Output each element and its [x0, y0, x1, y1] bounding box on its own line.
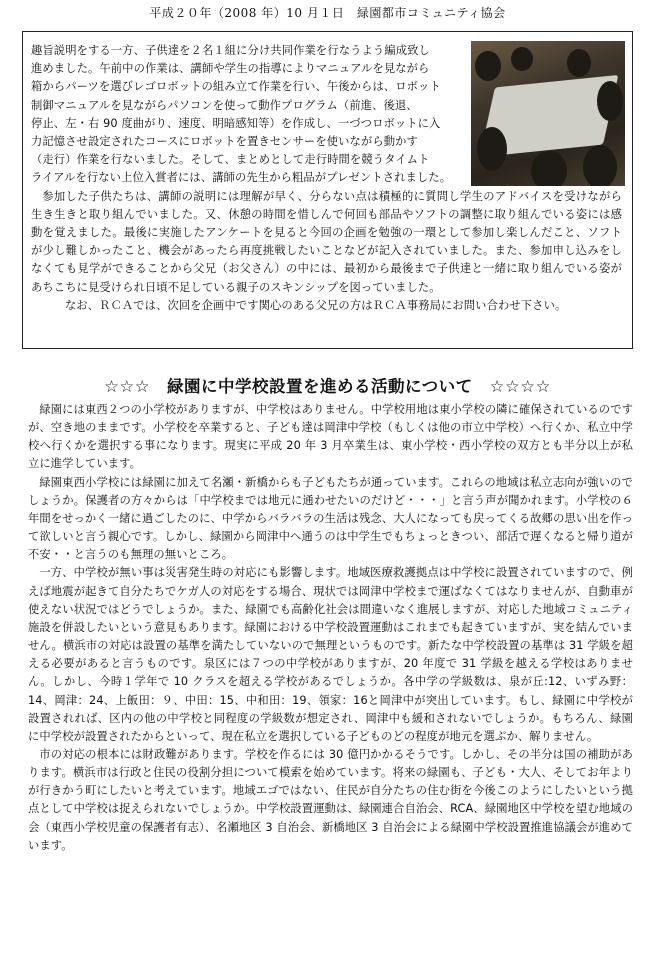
text-line: （走行）作業を行ないました。そして、まとめとして走行時間を競うタイムト [31, 153, 430, 167]
paragraph: なお、ＲＣＡでは、次回を企画中です関心のある父兄の方はＲＣＡ事務局にお問い合わせ下さい。 [64, 298, 567, 312]
paragraph: 市の対応の根本には財政難があります。学校を作るには 30 億円かかるそうです。しかし、その半分は国の補助があります。横浜市は行政と住民の役割分担について模索を始めています。将来の緑園も、子ども・大人、そしてお年よりが行きかう町にしたいと考えています。地域エゴではない、住民が自分たちの住む街を今後このようにしたいという拠点として中学校は捉えられないでしょうか。中学校設置運動は、緑園連合自治会、RCA、緑園地区中学校を望む地域の会（東西小学校児童の保護者有志）、名瀬地区 3 自治会、新橋地区 3 自治会による緑園中学校設置推進協議会が進めています。 [28, 747, 633, 852]
paragraph: 一方、中学校が無い事は災害発生時の対応にも影響します。地域医療救護拠点は中学校に設置されていますので、例えば地震が起きて自分たちでケガ人の対応をする場合、現状では岡津中学校まで運ばなくてはなりませんが、自動車が使えない状況ではどうでしょうか。また、緑園でも高齢化社会は間違いなく進展しますが、対応した地域コミュニティ施設を併設したいという意見もあります。緑園における中学校設置運動はこれまでも起きていますが、実を結んでいません。横浜市の対応は設置の基準を満たしていないので無理というものです。新たな中学校設置の基準は 31 学級を超える必要があると言うものです。泉区には７つの中学校がありますが、20 年度で 31 学級を越える学校はありません。しかし、今時１学年で 10 クラスを超える学校があるでしょうか。各中学の学級数は、泉が丘:12、いずみ野：14、岡津：24、上飯田：９、中田：15、中和田：19、領家：16と岡津中が突出しています。もし、緑園に中学校が設置されれば、区内の他の中学校と同程度の学級数が想定され、岡津中も緩和されないでしょうか。もちろん、緑園に中学校が設置されたからといって、現在私立を選択している子どものどの程度が地元を選ぶか、解りません。 [28, 566, 633, 743]
article-box [22, 31, 633, 349]
paragraph: 緑園東西小学校には緑園に加えて名瀬・新橋からも子どもたちが通っています。これらの地域は私立志向が強いのでしょうか。保護者の方々からは「中学校までは地元に通わせたいのだけど・・・」と言う声が聞かれます。小学校の６年間をせっかく一緒に過ごしたのに、中学からバラバラの生活は残念、大人になっても戻ってくる故郷の思い出を作って欲しいと言う親心です。しかし、緑園から岡津中へ通うのは中学生でもちょっときつい、部活で遅くなると帰り道が不安・・と言うのも無理の無いところ。 [28, 475, 633, 562]
text-line: 制御マニュアルを見ながらパソコンを使って動作プログラム（前進、後退、 [31, 98, 418, 112]
text-line: 箱からパーツを選びレゴロボットの組み立て作業を行い、午後からは、ロボット [31, 80, 441, 94]
paragraph: 参加した子供たちは、講師の説明には理解が早く、分らない点は積極的に質問し学生のアドバイスを受けながら生き生きと取り組んでいました。又、休憩の時間を惜しんで何回も部品やソフトの調整に取り組んでいる姿には感動を覚えました。最後に実施したアンケートを見ると今回の企画を勉強の一環として参加し楽しんだこと、ソフトが少し難しかったこと、機会があったら再度挑戦したいことなどが記入されていました。また、参加申し込みをしなくても見学ができることから父兄（お父さん）の中には、最初から最後まで子供達と一緒に取り組んでいる姿があちこちに見受けられ日頃不足している親子のスキンシップを図っていました。 [31, 189, 622, 294]
page-header: 平成２０年（2008 年）10 月１日 緑園都市コミュニティ協会 [149, 6, 506, 20]
text-line: 力記憶させ設定されたコースにロボットを置きセンサーを使いながら動かす [31, 135, 418, 149]
intro-lines [31, 42, 469, 169]
text-line: ライアルを行ない上位入賞者には、講師の先生から粗品がプレゼントされました。 [31, 171, 452, 185]
event-photo [471, 41, 625, 186]
section-body [28, 401, 633, 855]
paragraph: 緑園には東西２つの小学校がありますが、中学校はありません。中学校用地は東小学校の隣に確保されているのですが、空き地のままです。小学校を卒業すると、子ども達は岡津中学校（もしくは他の市立中学校）へ行くか、私立中学校へ行くかを選択する事になります。現実に平成 20 年 3 月卒業生は、東小学校・西小学校の双方とも半分以上が私立に進学しています。 [28, 403, 633, 471]
text-line: 進めました。午前中の作業は、講師や学生の指導によりマニュアルを見ながら [31, 62, 430, 76]
text-line: 趣旨説明をする一方、子供達を２名１組に分け共同作業を行なうよう編成致し [31, 44, 430, 57]
section-title: ☆☆☆ 緑園に中学校設置を進める活動について ☆☆☆☆ [104, 377, 551, 396]
text-line: 停止、左・右 90 度曲がり、速度、明暗感知等）を作成し、一づつロボットに入 [31, 116, 441, 130]
